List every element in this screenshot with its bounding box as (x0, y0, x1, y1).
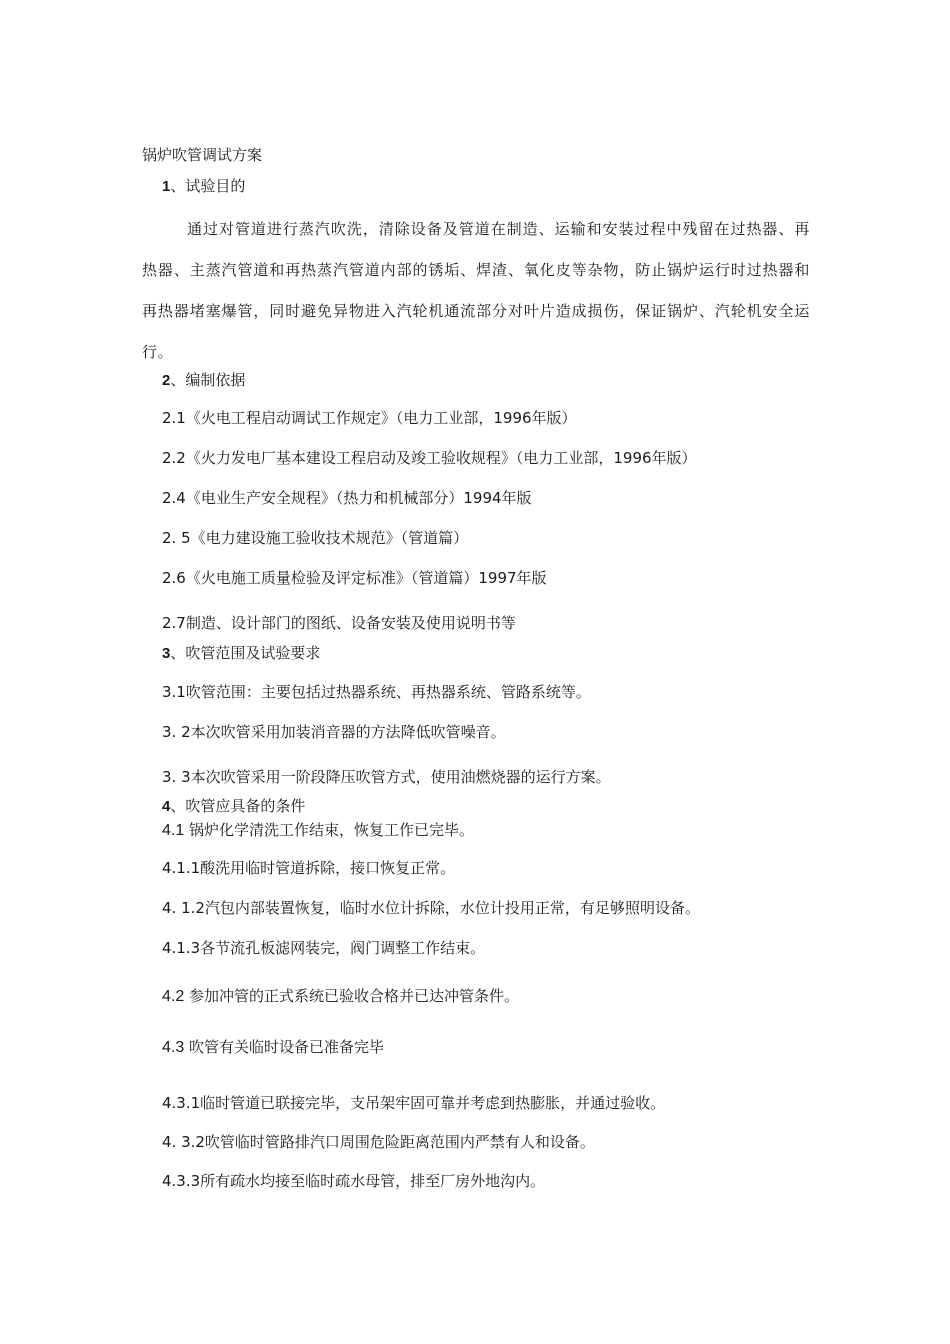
subsection-4-2-title: 参加冲管的正式系统已验收合格并已达冲管条件。 (184, 987, 520, 1005)
subsection-4-2-number: 4.2 (162, 988, 185, 1005)
subsection-4-3-title: 吹管有关临时设备已准备完毕 (184, 1038, 385, 1056)
condition-item: 4. 3.2吹管临时管路排汽口周围危险距离范围内严禁有人和设备。 (162, 1133, 595, 1151)
requirement-item: 3.1吹管范围：主要包括过热器系统、再热器系统、管路系统等。 (162, 683, 591, 701)
subsection-4-1-number: 4.1 (162, 822, 185, 839)
reference-item: 2.1《火电工程启动调试工作规定》（电力工业部，1996年版） (162, 409, 577, 427)
section-2-heading (162, 370, 245, 391)
reference-item: 2.2《火力发电厂基本建设工程启动及竣工验收规程》（电力工业部，1996年版） (162, 449, 697, 467)
document-title: 锅炉吹管调试方案 (142, 146, 263, 164)
section-2-title: 、编制依据 (170, 371, 246, 389)
subsection-4-3-heading (162, 1037, 384, 1058)
section-1-heading (162, 176, 245, 197)
subsection-4-2-heading (162, 986, 519, 1007)
condition-item: 4.1.1酸洗用临时管道拆除，接口恢复正常。 (162, 859, 456, 877)
section-2-number: 2 (162, 372, 171, 389)
subsection-4-1-heading (162, 820, 474, 841)
section-4-title: 、吹管应具备的条件 (170, 797, 306, 815)
condition-item: 4.3.3所有疏水均接至临时疏水母管，排至厂房外地沟内。 (162, 1172, 546, 1190)
section-1-number: 1 (162, 178, 171, 195)
requirement-item: 3. 2本次吹管采用加装消音器的方法降低吹管噪音。 (162, 723, 506, 741)
section-4-heading (162, 796, 305, 817)
section-1-title: 、试验目的 (170, 177, 246, 195)
section-4-number: 4 (162, 798, 171, 815)
section-3-title: 、吹管范围及试验要求 (170, 644, 321, 662)
subsection-4-3-number: 4.3 (162, 1039, 185, 1056)
reference-item: 2.6《火电施工质量检验及评定标准》（管道篇）1997年版 (162, 569, 547, 587)
requirement-item: 3. 3本次吹管采用一阶段降压吹管方式，使用油燃烧器的运行方案。 (162, 768, 611, 786)
subsection-4-1-title: 锅炉化学清洗工作结束，恢复工作已完毕。 (184, 821, 475, 839)
reference-item: 2. 5《电力建设施工验收技术规范》（管道篇） (162, 529, 469, 547)
condition-item: 4. 1.2汽包内部装置恢复，临时水位计拆除，水位计投用正常，有足够照明设备。 (162, 899, 700, 917)
section-3-number: 3 (162, 645, 171, 662)
section-1-paragraph: 通过对管道进行蒸汽吹洗，清除设备及管道在制造、运输和安装过程中残留在过热器、再热器、主蒸汽管道和再热蒸汽管道内部的锈垢、焊渣、氧化皮等杂物，防止锅炉运行时过热器和再热器堵塞爆管，同时避免异物进入汽轮机通流部分对叶片造成损伤，保证锅炉、汽轮机安全运行。 (142, 220, 810, 361)
section-3-heading (162, 643, 320, 664)
reference-item: 2.4《电业生产安全规程》（热力和机械部分）1994年版 (162, 489, 532, 507)
condition-item: 4.3.1临时管道已联接完毕，支吊架牢固可靠并考虑到热膨胀，并通过验收。 (162, 1094, 666, 1112)
condition-item: 4.1.3各节流孔板滤网装完，阀门调整工作结束。 (162, 939, 486, 957)
reference-item: 2.7制造、设计部门的图纸、设备安装及使用说明书等 (162, 614, 516, 632)
